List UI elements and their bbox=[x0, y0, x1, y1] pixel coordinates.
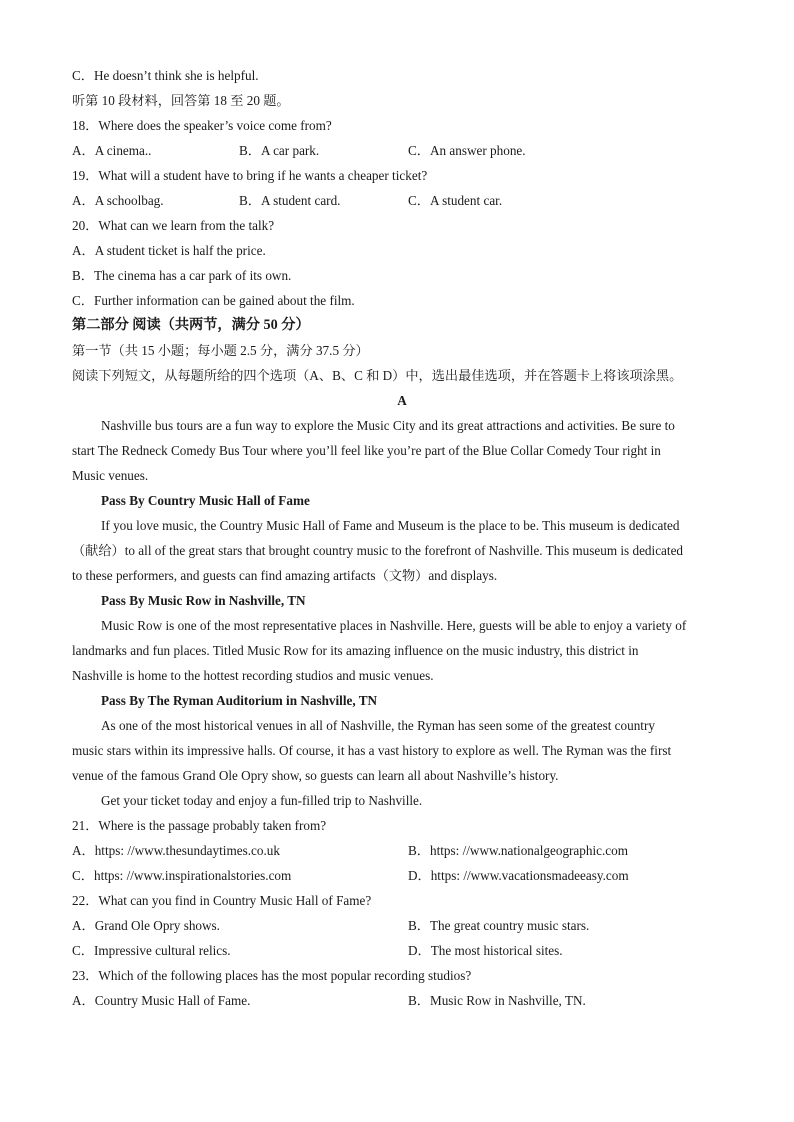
q22-option-d: D．The most historical sites. bbox=[408, 943, 563, 958]
paragraph-1-line-2: （献给）to all of the great stars that brought country music to the forefront of Nashville. This museum is dedicated bbox=[72, 543, 684, 558]
q18-option-a: A．A cinema.. bbox=[72, 143, 152, 158]
reading-instruction: 阅读下列短文，从每题所给的四个选项（A、B、C 和 D）中，选出最佳选项，并在答题卡上将该项涂黑。 bbox=[72, 368, 683, 383]
passage-intro-line-2: start The Redneck Comedy Bus Tour where you’ll feel like you’re part of the Blue Collar Comedy Tour right in bbox=[72, 443, 661, 458]
q19-option-b: B．A student card. bbox=[239, 193, 341, 208]
q23-options-row-1 bbox=[72, 988, 732, 1013]
q23-option-b: B．Music Row in Nashville, TN. bbox=[408, 993, 586, 1008]
q21-option-c: C．https: //www.inspirationalstories.com bbox=[72, 868, 292, 883]
q18-option-b: B．A car park. bbox=[239, 143, 320, 158]
q20-stem: 20．What can we learn from the talk? bbox=[72, 218, 275, 233]
q19-stem: 19．What will a student have to bring if he wants a cheaper ticket? bbox=[72, 168, 428, 183]
passage-intro-line-1: Nashville bus tours are a fun way to explore the Music City and its great attractions and activities. Be sure to bbox=[101, 418, 675, 433]
q22-option-a: A．Grand Ole Opry shows. bbox=[72, 918, 220, 933]
q20-option-a: A．A student ticket is half the price. bbox=[72, 243, 266, 258]
q22-options-row-2 bbox=[72, 938, 732, 963]
paragraph-3-line-1: As one of the most historical venues in all of Nashville, the Ryman has seen some of the greatest country bbox=[101, 718, 655, 733]
q21-option-b: B．https: //www.nationalgeographic.com bbox=[408, 843, 628, 858]
paragraph-2-line-1: Music Row is one of the most representative places in Nashville. Here, guests will be able to enjoy a variety of bbox=[101, 618, 687, 633]
passage-label: A bbox=[397, 393, 407, 408]
exam-page bbox=[72, 63, 732, 1013]
section1-title: 第一节（共 15 小题；每小题 2.5 分，满分 37.5 分） bbox=[72, 343, 369, 358]
q19-options bbox=[72, 188, 732, 213]
q21-options-row-1 bbox=[72, 838, 732, 863]
q18-option-c: C．An answer phone. bbox=[408, 143, 526, 158]
q18-stem: 18．Where does the speaker’s voice come from? bbox=[72, 118, 332, 133]
paragraph-3-line-2: music stars within its impressive halls. Of course, it has a vast history to explore as well. The Ryman was the first bbox=[72, 743, 672, 758]
paragraph-2-line-3: Nashville is home to the hottest recording studios and music venues. bbox=[72, 668, 434, 683]
q21-options-row-2 bbox=[72, 863, 732, 888]
q19-option-a: A．A schoolbag. bbox=[72, 193, 164, 208]
q22-stem: 22．What can you find in Country Music Hall of Fame? bbox=[72, 893, 372, 908]
q18-options bbox=[72, 138, 732, 163]
q22-option-b: B．The great country music stars. bbox=[408, 918, 590, 933]
q20-option-b: B．The cinema has a car park of its own. bbox=[72, 268, 292, 283]
listening-instruction: 听第 10 段材料，回答第 18 至 20 题。 bbox=[72, 93, 290, 108]
passage-intro-line-3: Music venues. bbox=[72, 468, 149, 483]
q19-option-c: C．A student car. bbox=[408, 193, 503, 208]
paragraph-1-line-1: If you love music, the Country Music Hall of Fame and Museum is the place to be. This museum is dedicated bbox=[101, 518, 680, 533]
q22-option-c: C．Impressive cultural relics. bbox=[72, 943, 231, 958]
paragraph-2-line-2: landmarks and fun places. Titled Music Row for its amazing influence on the music industry, this district in bbox=[72, 643, 639, 658]
passage-closing: Get your ticket today and enjoy a fun-filled trip to Nashville. bbox=[101, 793, 423, 808]
q21-option-d: D．https: //www.vacationsmadeeasy.com bbox=[408, 868, 629, 883]
part2-title: 第二部分 阅读（共两节，满分 50 分） bbox=[72, 317, 310, 333]
heading-ryman-auditorium: Pass By The Ryman Auditorium in Nashville, TN bbox=[101, 693, 378, 708]
heading-country-music-hall: Pass By Country Music Hall of Fame bbox=[101, 493, 310, 508]
q20-option-c: C．Further information can be gained about the film. bbox=[72, 293, 355, 308]
q17-option-c: C．He doesn’t think she is helpful. bbox=[72, 68, 259, 83]
paragraph-1-line-3: to these performers, and guests can find amazing artifacts（文物）and displays. bbox=[72, 568, 498, 583]
q23-stem: 23．Which of the following places has the most popular recording studios? bbox=[72, 968, 472, 983]
q21-option-a: A．https: //www.thesundaytimes.co.uk bbox=[72, 843, 280, 858]
q21-stem: 21．Where is the passage probably taken from? bbox=[72, 818, 327, 833]
q22-options-row-1 bbox=[72, 913, 732, 938]
heading-music-row: Pass By Music Row in Nashville, TN bbox=[101, 593, 306, 608]
q23-option-a: A．Country Music Hall of Fame. bbox=[72, 993, 251, 1008]
paragraph-3-line-3: venue of the famous Grand Ole Opry show, so guests can learn all about Nashville’s history. bbox=[72, 768, 559, 783]
